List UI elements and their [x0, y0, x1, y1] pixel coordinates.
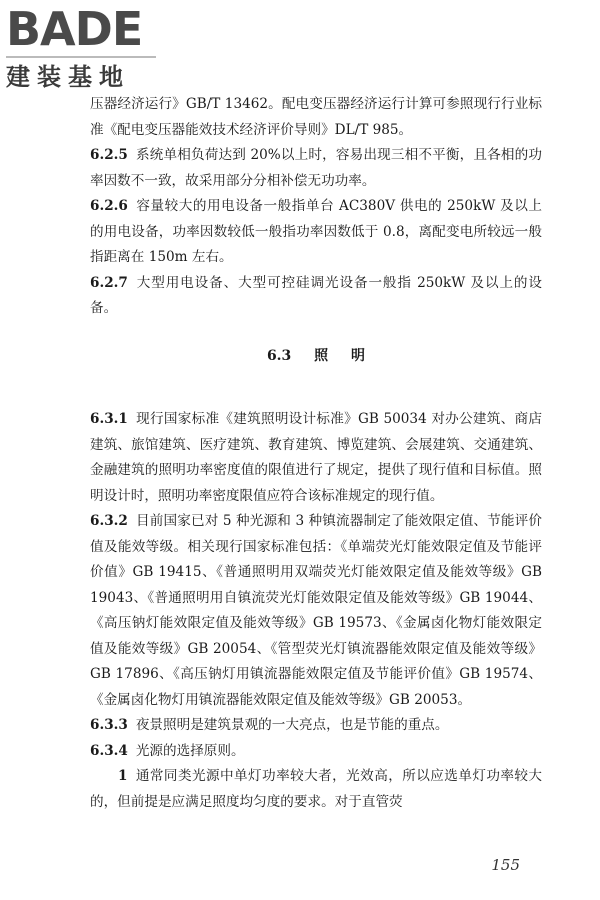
clause-6-3-2: [90, 509, 542, 713]
clause-6-3-1: [90, 407, 542, 509]
clause-text: 夜景照明是建筑景观的一大亮点，也是节能的重点。: [135, 717, 449, 733]
clause-text: 大型用电设备、大型可控硅调光设备一般指 250kW 及以上的设备。: [90, 274, 542, 316]
clause-text: 现行国家标准《建筑照明设计标准》GB 50034 对办公建筑、商店建筑、旅馆建筑、医疗建筑、教育建筑、博览建筑、会展建筑、交通建筑、金融建筑的照明功率密度值的限值进行了规定，提供了现行值和目标值。照明设计时，照明功率密度限值应符合该标准规定的现行值。: [90, 411, 542, 504]
clause-number: 6.3.4: [90, 742, 128, 759]
logo-brand: BADE: [6, 2, 143, 56]
clause-text: 目前国家已对 5 种光源和 3 种镇流器制定了能效限定值、节能评价值及能效等级。相关现行国家标准包括：《单端荧光灯能效限定值及节能评价值》GB 19415、《普通照明用双端荧光灯能效限定值及能效等级》GB 19043、《普通照明用自镇流荧光灯能效限定值及能效等级》GB 19044、《高压钠灯能效限定值及能效等级》GB 19573、《金属卤化物灯能效限定值及能效等级》GB 20054、《管型荧光灯镇流器能效限定值及能效等级》GB 17896、《高压钠灯用镇流器能效限定值及节能评价值》GB 19574、《金属卤化物灯用镇流器能效限定值及能效等级》GB 20053。: [90, 513, 542, 708]
clause-text: 光源的选择原则。: [135, 742, 245, 759]
clause-6-3-4: [90, 739, 542, 765]
intro-paragraph: 压器经济运行》GB/T 13462。配电变压器经济运行计算可参照现行行业标准《配电变压器能效技术经济评价导则》DL/T 985。: [90, 96, 542, 138]
clause-text: 容量较大的用电设备一般指单台 AC380V 供电的 250kW 及以上的用电设备，功率因数较低一般指功率因数低于 0.8，离配变电所较远一般指距离在 150m 左右。: [90, 198, 542, 265]
clause-number: 6.3.1: [90, 411, 128, 427]
item-text: 通常同类光源中单灯功率较大者，光效高，所以应选单灯功率较大的，但前提是应满足照度均匀度的要求。对于直管荧: [90, 768, 542, 810]
logo-divider: [6, 56, 156, 58]
clause-number: 6.2.7: [90, 274, 128, 291]
clause-number: 6.2.6: [90, 198, 128, 214]
clause-6-2-5: [90, 143, 542, 194]
section-title: 6.3 照 明: [266, 347, 366, 364]
clause-number: 6.3.2: [90, 513, 128, 529]
page-body: [90, 92, 542, 815]
clause-6-2-6: [90, 194, 542, 271]
bade-logo: [6, 4, 176, 92]
clause-6-3-3: [90, 713, 542, 739]
clause-text: 系统单相负荷达到 20%以上时，容易出现三相不平衡，且各相的功率因数不一致，故采用部分分相补偿无功功率。: [90, 147, 542, 189]
logo-subtitle: 建装基地: [6, 63, 130, 91]
item-number: 1: [118, 768, 128, 784]
clause-number: 6.2.5: [90, 147, 128, 163]
clause-6-2-7: [90, 271, 542, 322]
clause-number: 6.3.3: [90, 717, 128, 733]
list-item-1: [90, 764, 542, 815]
page-number: 155: [491, 856, 520, 874]
